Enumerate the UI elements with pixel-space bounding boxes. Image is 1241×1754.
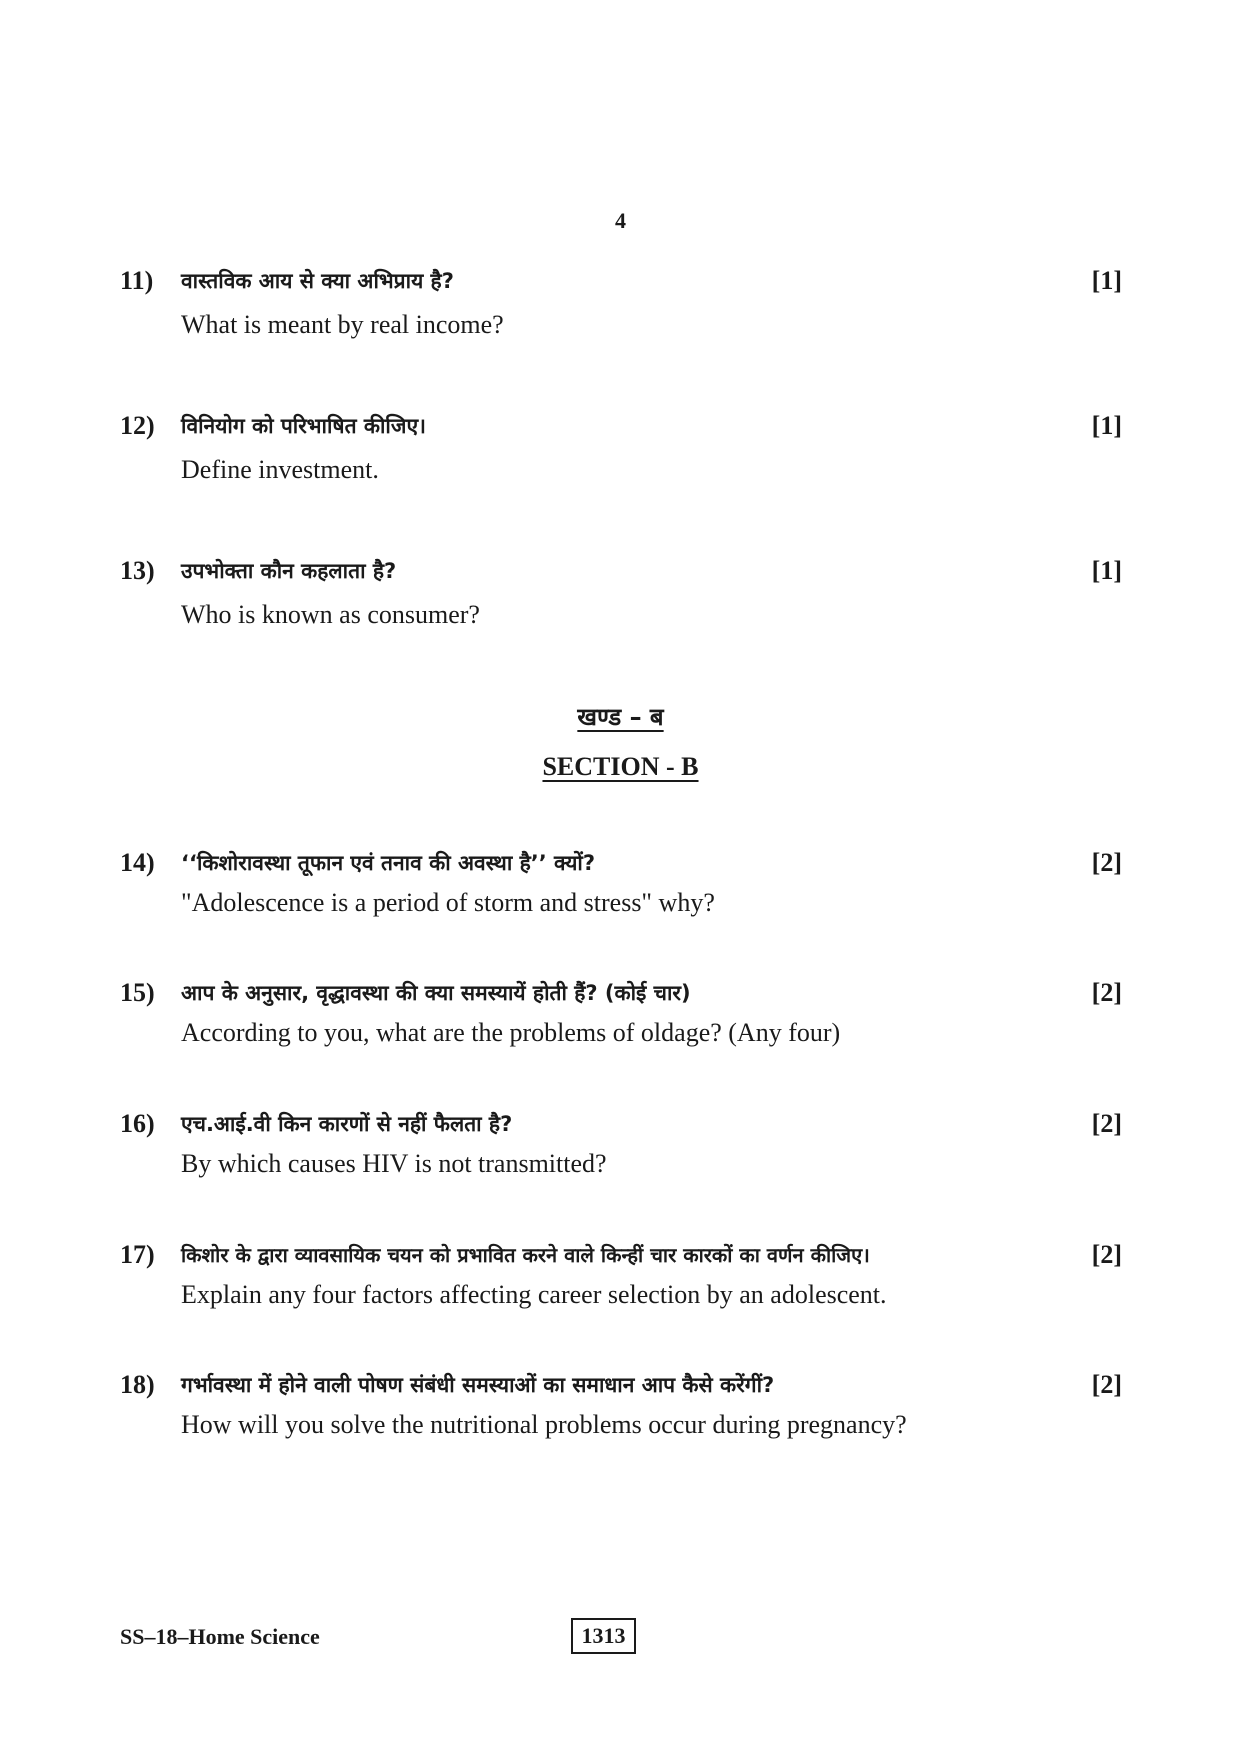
question-15 [120, 976, 1122, 1050]
question-text-english: By which causes HIV is not transmitted? [181, 1149, 607, 1178]
question-text-hindi: विनियोग को परिभाषित कीजिए। [181, 414, 427, 438]
question-text-english: According to you, what are the problems of oldage? (Any four) [181, 1018, 841, 1047]
question-marks: [1] [1091, 266, 1122, 295]
question-number: 16) [120, 1109, 155, 1138]
question-text-english: Who is known as consumer? [181, 600, 480, 629]
question-marks: [2] [1091, 848, 1122, 877]
question-marks: [2] [1091, 978, 1122, 1007]
question-number: 11) [120, 266, 154, 295]
question-text-english: How will you solve the nutritional problems occur during pregnancy? [181, 1410, 907, 1439]
question-marks: [2] [1091, 1370, 1122, 1399]
question-18 [120, 1368, 1122, 1442]
question-text-hindi: ‘‘किशोरावस्था तूफान एवं तनाव की अवस्था है’’ क्यों? [181, 851, 596, 875]
question-number: 15) [120, 978, 155, 1007]
question-text-hindi: गर्भावस्था में होने वाली पोषण संबंधी समस्याओं का समाधान आप कैसे करेंगीं? [181, 1373, 775, 1397]
question-text-english: "Adolescence is a period of storm and stress" why? [181, 888, 715, 917]
question-text-english: Define investment. [181, 455, 379, 484]
question-marks: [1] [1091, 411, 1122, 440]
question-marks: [2] [1091, 1109, 1122, 1138]
section-heading-hindi-text: खण्ड – ब [577, 703, 664, 731]
question-text-hindi: आप के अनुसार, वृद्धावस्था की क्या समस्यायें होती हैं? (कोई चार) [181, 981, 691, 1005]
question-13 [120, 554, 1122, 632]
page-code-box: 1313 [571, 1618, 636, 1654]
paper-code: SS–18–Home Science [120, 1624, 320, 1649]
page-number: 4 [615, 208, 626, 233]
question-number: 17) [120, 1240, 155, 1269]
section-heading-hindi [0, 700, 1241, 733]
question-number: 13) [120, 556, 155, 585]
question-text-hindi: एच.आई.वी किन कारणों से नहीं फैलता है? [181, 1112, 513, 1136]
question-17 [120, 1238, 1122, 1312]
question-text-english: Explain any four factors affecting career selection by an adolescent. [181, 1280, 887, 1309]
question-14 [120, 846, 1122, 920]
question-number: 12) [120, 411, 155, 440]
question-number: 18) [120, 1370, 155, 1399]
question-text-english: What is meant by real income? [181, 310, 504, 339]
question-text-hindi: किशोर के द्वारा व्यावसायिक चयन को प्रभावित करने वाले किन्हीं चार कारकों का वर्णन कीजिए। [181, 1243, 870, 1267]
question-number: 14) [120, 848, 155, 877]
section-heading-english-text: SECTION - B [542, 752, 699, 781]
question-11 [120, 264, 1122, 342]
question-marks: [1] [1091, 556, 1122, 585]
question-marks: [2] [1091, 1240, 1122, 1269]
section-heading-english [0, 752, 1241, 782]
question-12 [120, 409, 1122, 487]
question-text-hindi: उपभोक्ता कौन कहलाता है? [181, 559, 397, 583]
question-text-hindi: वास्तविक आय से क्या अभिप्राय है? [181, 269, 454, 293]
question-16 [120, 1107, 1122, 1181]
